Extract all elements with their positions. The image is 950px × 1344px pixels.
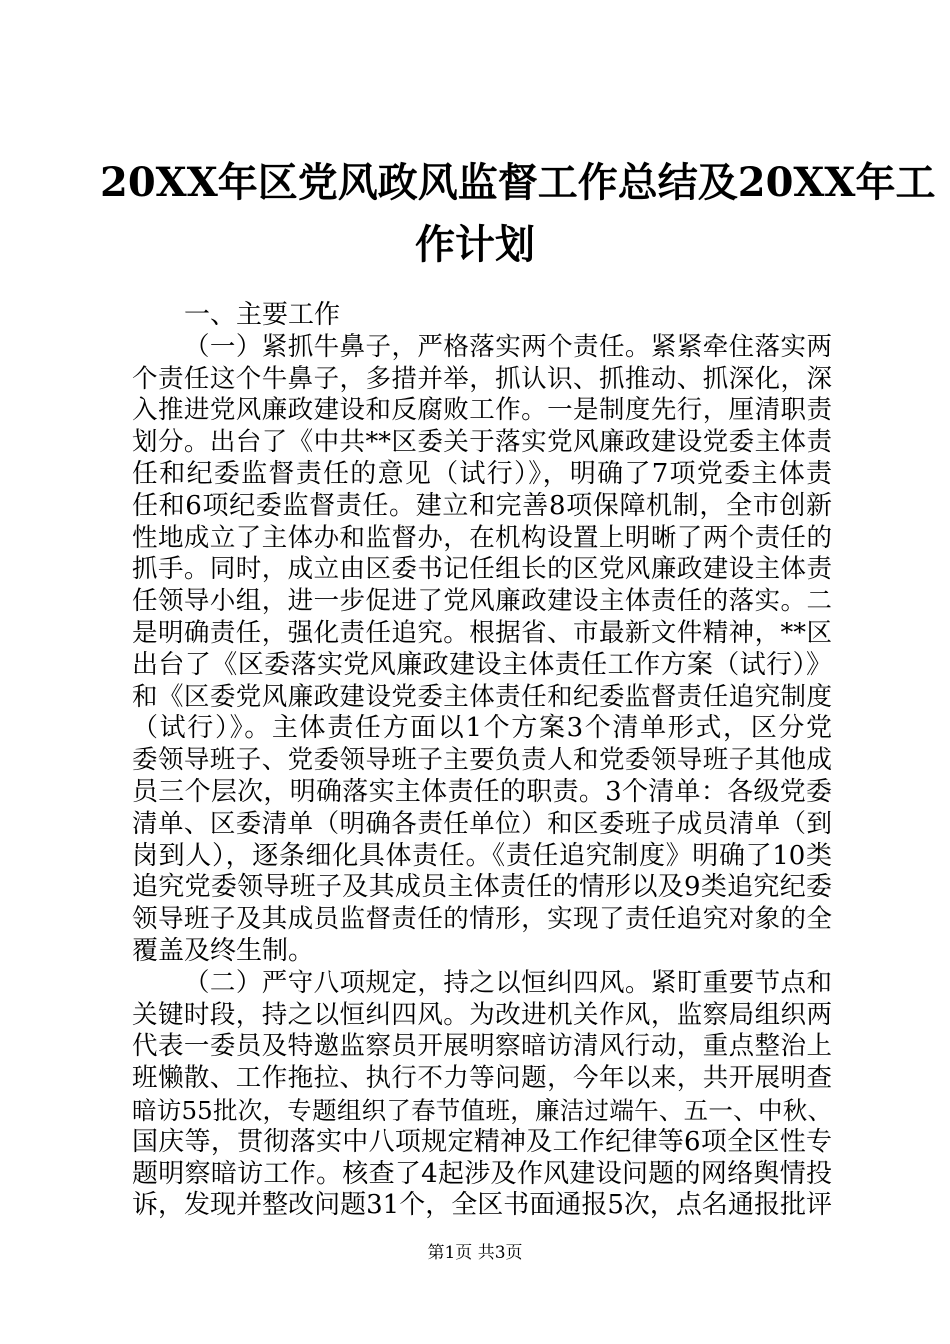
paragraph-line: 国庆等，贯彻落实中八项规定精神及工作纪律等6项全区性专 xyxy=(132,1126,832,1157)
paragraph-line: （一）紧抓牛鼻子，严格落实两个责任。紧紧牵住落实两 xyxy=(184,331,832,362)
paragraph-line: 清单、区委清单（明确各责任单位）和区委班子成员清单（到 xyxy=(132,808,832,839)
title-line: 作计划 xyxy=(415,221,535,268)
document-title xyxy=(100,152,936,276)
paragraph-line: 任和6项纪委监督责任。建立和完善8项保障机制，全市创新 xyxy=(132,490,832,521)
title-line: 20XX年区党风政风监督工作总结及20XX年工 xyxy=(100,159,936,206)
paragraph-line: 抓手。同时，成立由区委书记任组长的区党风廉政建设主体责 xyxy=(132,554,832,585)
section-heading: 一、主要工作 xyxy=(184,300,341,330)
page-footer: 第1页 共3页 xyxy=(427,1243,523,1263)
paragraph-line: 关键时段，持之以恒纠四风。为改进机关作风，监察局组织两 xyxy=(132,999,832,1030)
paragraph-line: 个责任这个牛鼻子，多措并举，抓认识、抓推动、抓深化，深 xyxy=(132,363,832,394)
paragraph-line: 代表一委员及特邀监察员开展明察暗访清风行动，重点整治上 xyxy=(132,1031,832,1062)
paragraph-line: 岗到人），逐条细化具体责任。《责任追究制度》明确了10类 xyxy=(132,840,832,871)
paragraph-line: 员三个层次，明确落实主体责任的职责。3个清单：各级党委 xyxy=(132,776,832,807)
document-body xyxy=(132,300,832,1222)
paragraph-line: 追究党委领导班子及其成员主体责任的情形以及9类追究纪委 xyxy=(132,872,832,903)
paragraph-line: 出台了《区委落实党风廉政建设主体责任工作方案（试行）》 xyxy=(132,649,832,680)
paragraph-line: 划分。出台了《中共**区委关于落实党风廉政建设党委主体责 xyxy=(132,427,832,458)
paragraph-line: 和《区委党风廉政建设党委主体责任和纪委监督责任追究制度 xyxy=(132,681,832,712)
paragraph-line: 是明确责任，强化责任追究。根据省、市最新文件精神，**区 xyxy=(132,617,832,648)
paragraph-line: 诉，发现并整改问题31个，全区书面通报5次，点名通报批评 xyxy=(132,1190,832,1221)
paragraph-line: 暗访55批次，专题组织了春节值班，廉洁过端午、五一、中秋、 xyxy=(132,1095,832,1125)
paragraph-line: 入推进党风廉政建设和反腐败工作。一是制度先行，厘清职责 xyxy=(132,395,832,426)
paragraph-line: （二）严守八项规定，持之以恒纠四风。紧盯重要节点和 xyxy=(184,967,832,998)
paragraph-line: 领导班子及其成员监督责任的情形，实现了责任追究对象的全 xyxy=(132,904,832,935)
paragraph-line: 任领导小组，进一步促进了党风廉政建设主体责任的落实。二 xyxy=(132,586,832,617)
paragraph-line: 性地成立了主体办和监督办，在机构设置上明晰了两个责任的 xyxy=(132,522,832,553)
paragraph-line: （试行）》。主体责任方面以1个方案3个清单形式，区分党 xyxy=(132,713,832,744)
paragraph-line: 任和纪委监督责任的意见（试行）》，明确了7项党委主体责 xyxy=(132,458,832,489)
paragraph-line: 覆盖及终生制。 xyxy=(132,935,315,966)
paragraph-line: 委领导班子、党委领导班子主要负责人和党委领导班子其他成 xyxy=(132,745,832,776)
paragraph-line: 题明察暗访工作。核查了4起涉及作风建设问题的网络舆情投 xyxy=(132,1158,832,1189)
paragraph-line: 班懒散、工作拖拉、执行不力等问题，今年以来，共开展明查 xyxy=(132,1063,832,1094)
